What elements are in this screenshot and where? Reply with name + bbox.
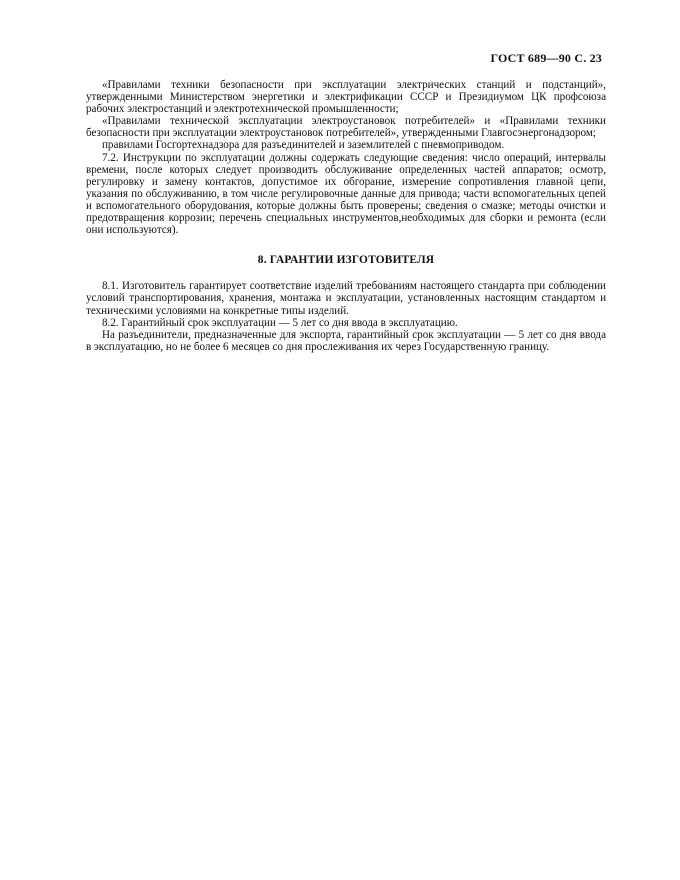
section-heading: 8. ГАРАНТИИ ИЗГОТОВИТЕЛЯ bbox=[257, 254, 435, 267]
paragraph-7-2: 7.2. Инструкции по эксплуатации должны содержать следующие сведения: число операций, интервалы времени, после которых следует производить обслуживание определенных частей аппаратов; осмотр, регулировку и замену контактов, допустимое их обгорание, измерение сопротивления главной цепи, указания по обслуживанию, в том числе регулировочные данные для привода; части вспомогательных цепей и вспомогательного оборудования, которые должны быть проверены; сведения о смазке; методы очистки и предотвращения коррозии; перечень специальных инструментов,необходимых для сборки и ремонта (если они используются). bbox=[86, 151, 606, 237]
paragraph-8-1: 8.1. Изготовитель гарантирует соответствие изделий требованиям настоящего стандарта при соблюдении условий транспортирования, хранения, монтажа и эксплуатации, установленных настоящим стандартом и техническими условиями на конкретные типы изделий. bbox=[86, 280, 606, 317]
paragraph-gosgortekhnadzor-rules: правилами Госгортехнадзора для разъединителей и заземлителей с пневмоприводом. bbox=[102, 139, 505, 152]
paragraph-8-2: 8.2. Гарантийный срок эксплуатации — 5 лет со дня ввода в эксплуатацию. bbox=[102, 316, 458, 329]
paragraph-safety-rules: «Правилами техники безопасности при эксплуатации электрических станций и подстанций», утвержденными Министерством энергетики и электрификации СССР и Президиумом ЦК профсоюза рабочих электростанций и электротехнической промышленности; bbox=[86, 79, 606, 116]
paragraph-export-warranty: На разъединители, предназначенные для экспорта, гарантийный срок эксплуатации — 5 лет со дня ввода в эксплуатацию, но не более 6 месяцев со дня прослеживания их через Государственную границу. bbox=[86, 328, 606, 353]
body-text bbox=[86, 79, 606, 353]
paragraph-technical-operation-rules: «Правилами технической эксплуатации электроустановок потребителей» и «Правилами техники безопасности при эксплуатации электроустановок потребителей», утвержденными Главгосэнергонадзором; bbox=[86, 115, 606, 140]
running-header: ГОСТ 689—90 С. 23 bbox=[490, 51, 602, 65]
